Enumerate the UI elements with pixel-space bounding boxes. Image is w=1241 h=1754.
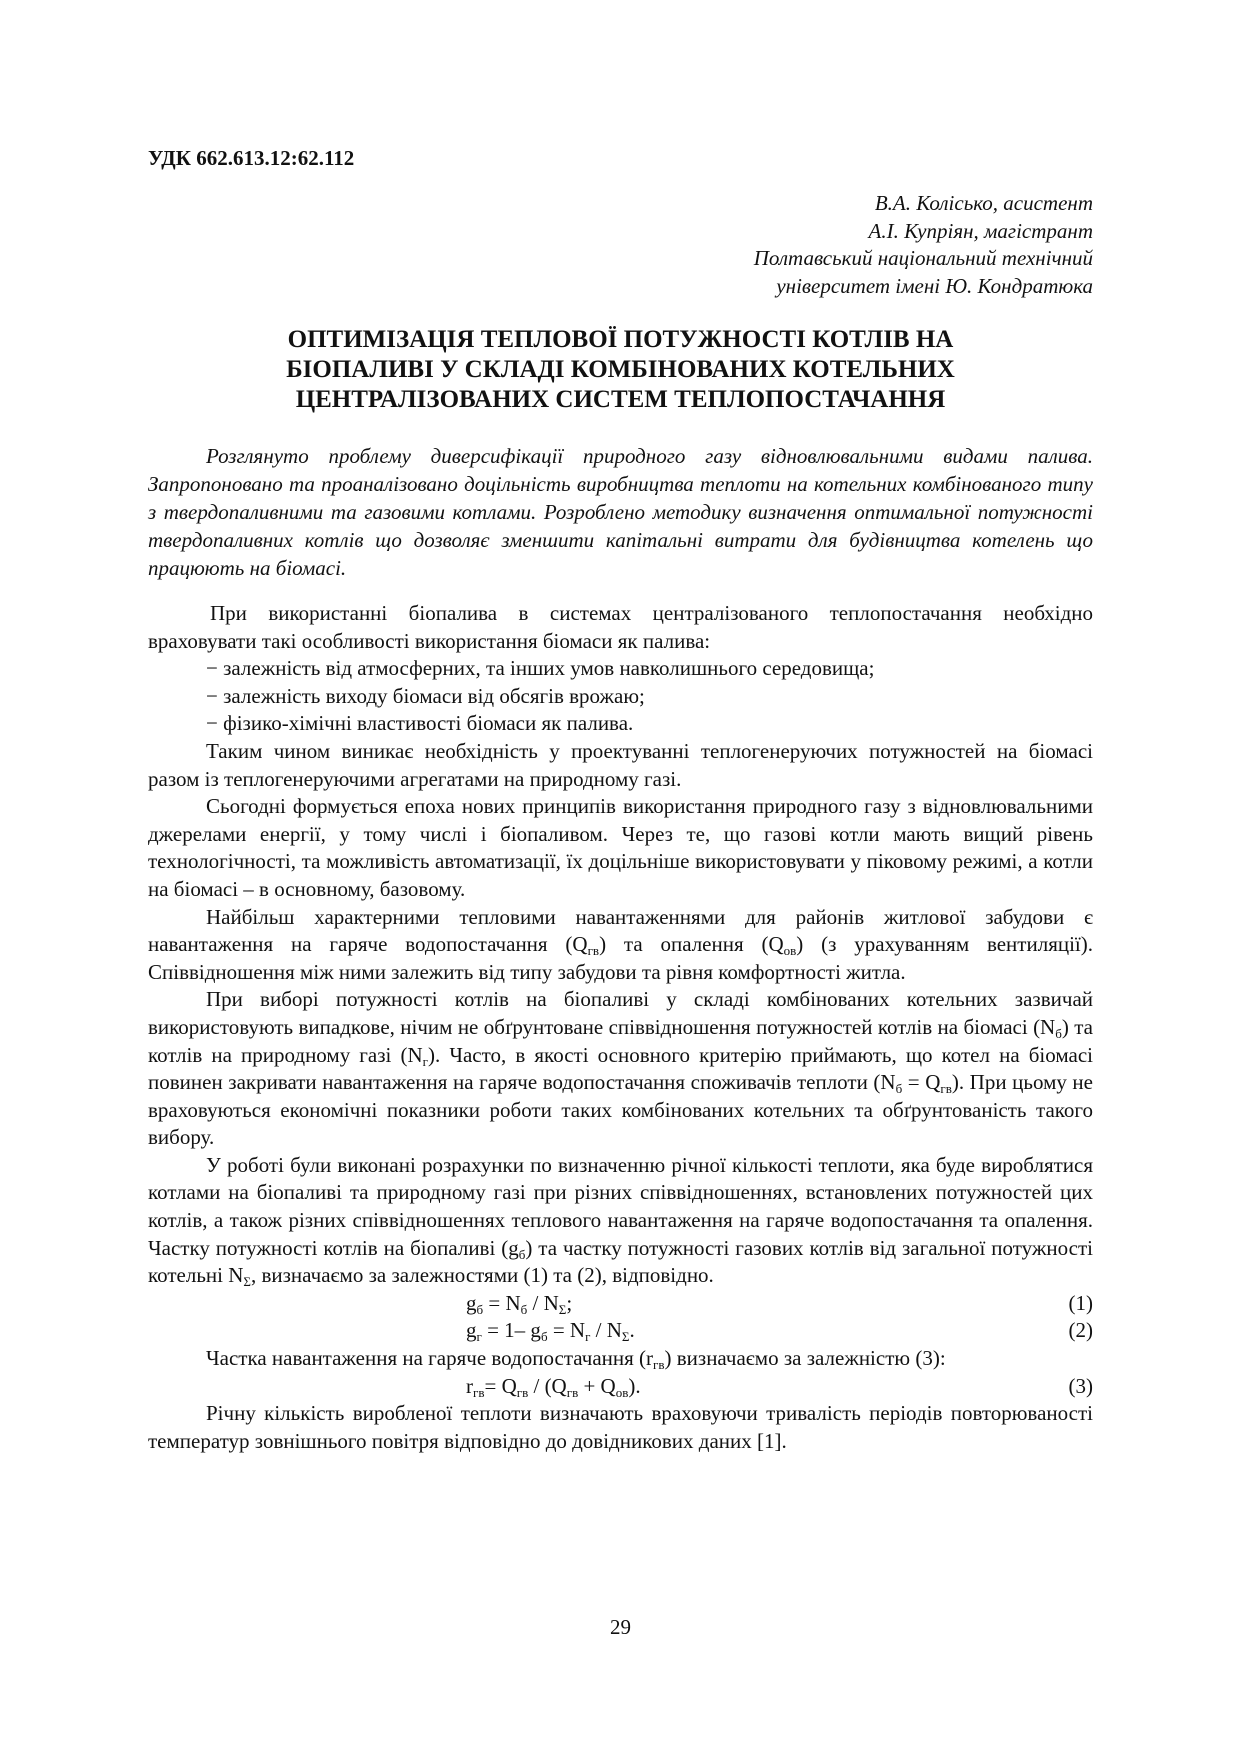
authors-block [754,190,1093,300]
title-line-3: ЦЕНТРАЛІЗОВАНИХ СИСТЕМ ТЕПЛОПОСТАЧАННЯ [295,386,946,413]
paragraph-2: Таким чином виникає необхідність у проектуванні теплогенеруючих потужностей на біомасі разом із теплогенеруючими агрегатами на природному газі. [148,738,1093,791]
paper-title [148,325,1093,415]
paragraph-4: Найбільш характерними тепловими навантаженнями для районів житлової забудови є навантаження на гаряче водопостачання $(Q_{гв})$ та опалення $(Q_{ов})$ (з урахуванням вентиляції). Співвідношення між ними залежить від типу забудови та рівня комфортності житла. [148,904,1094,984]
affiliation-line-1: Полтавський національний технічний [753,246,1093,270]
paragraph-6: У роботі були виконані розрахунки по визначенню річної кількості теплоти, яка буде вироблятися котлами на біопаливі та природному газі при різних співвідношеннях, встановлених потужностей цих котлів, а також різних співвідношеннях теплового навантаження на гаряче водопостачання та опалення. Частку потужності котлів на біопаливі $(g_б)$ та частку потужності газових котлів від загальної потужності котельні $N_\Sigma$, визначаємо за залежностями (1) та (2), відповідно. [148,1152,1093,1290]
formula-1 [148,1290,1093,1318]
udk-code: УДК 662.613.12:62.112 [148,146,355,170]
body-text [148,600,1093,1455]
title-line-2: БІОПАЛИВІ У СКЛАДІ КОМБІНОВАНИХ КОТЕЛЬНИХ [286,356,955,383]
formula-1-expression: $g_б = N_б / N_\Sigma$; [466,1290,573,1317]
formula-2 [148,1317,1093,1345]
list-item-1: − залежність від атмосферних, та інших умов навколишнього середовища; [206,656,875,681]
formula-2-expression: $g_г = 1-$ $g_б = N_г / N_\Sigma$. [466,1318,635,1345]
formula-2-number: (2) [1068,1318,1093,1343]
formula-3-expression: $r_{гв}= Q_{гв} / (Q_{гв} + Q_{ов})$. [466,1373,641,1400]
paragraph-8: Річну кількість виробленої теплоти визначають враховуючи тривалість періодів повторюваності температур зовнішнього повітря відповідно до довідникових даних [1]. [148,1401,1093,1453]
abstract: Розглянуто проблему диверсифікації природного газу відновлювальними видами палива. Запропоновано та проаналізовано доцільність виробництва теплоти на котельних комбінованого типу з твердопаливними та газовими котлами. Розроблено методику визначення оптимальної потужності твердопаливних котлів що дозволяє зменшити капітальні витрати для будівництва котелень що працюють на біомасі. [148,444,1093,580]
formula-3-number: (3) [1068,1373,1093,1398]
paragraph-3: Сьогодні формується епоха нових принципів використання природного газу з відновлювальними джерелами енергії, у тому числі і біопаливом. Через те, що газові котли мають вищий рівень технологічності, та можливість автоматизації, їх доцільніше використовувати у піковому режимі, а котли на біомасі – в основному, базовому. [148,794,1093,901]
list-item-2: − залежність виходу біомаси від обсягів врожаю; [206,683,645,708]
paragraph-5: При виборі потужності котлів на біопаливі у складі комбінованих котельних зазвичай використовують випадкове, нічим не обґрунтоване співвідношення потужностей котлів на біомасі $(N_б)$ та котлів на природному газі $(N_г)$. Часто, в якості основного критерію приймають, що котел на біомасі повинен закривати навантаження на гаряче водопостачання споживачів теплоти $(N_б = Q_{гв})$. При цьому не враховуються економічні показники роботи таких комбінованих котельних та обґрунтованість такого вибору. [148,987,1093,1150]
author-1: В.А. Колісько, асистент [874,191,1093,215]
affiliation-line-2: університет імені Ю. Кондратюка [776,273,1093,298]
formula-1-number: (1) [1068,1290,1093,1315]
page-number: 29 [610,1615,631,1639]
title-line-1: ОПТИМІЗАЦІЯ ТЕПЛОВОЇ ПОТУЖНОСТІ КОТЛІВ НА [287,326,954,353]
list-item-3: − фізико-хімічні властивості біомаси як палива. [206,711,634,736]
author-2: А.І. Купріян, магістрант [868,218,1093,243]
formula-3 [148,1373,1093,1401]
paragraph-7: Частка навантаження на гаряче водопостачання $(r_{гв})$ визначаємо за залежністю (3): [206,1346,946,1373]
paragraph-1: При використанні біопалива в системах централізованого теплопостачання необхідно враховувати такі особливості використання біомаси як палива: [148,601,1093,653]
